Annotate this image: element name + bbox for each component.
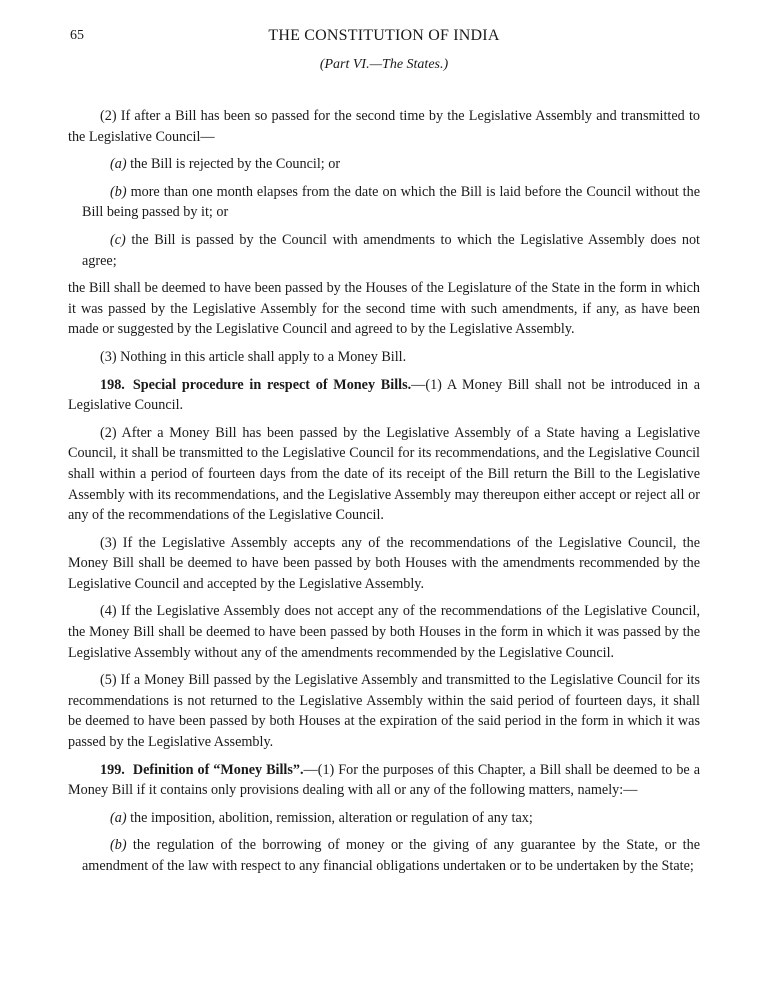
art198-clause-5: (5) If a Money Bill passed by the Legislative Assembly and transmitted to the Legislative Council for its recommendations is not returned to the Legislative Assembly within the said period of fourteen days, it shall be deemed to have been passed by both Houses at the expiration of the said period in the form in which it was passed by the Legislative Assembly. [68,672,700,751]
section-number: 199. [100,761,125,778]
item-label: (a) [110,156,127,173]
item-text: the regulation of the borrowing of money or the giving of any guarantee by the State, or the amendment of the law with respect to any financial obligations undertaken or to be undertaken by the State; [82,837,700,874]
page-number: 65 [70,28,84,43]
body-text [68,106,700,884]
art197-clause-2-close: the Bill shall be deemed to have been passed by the Houses of the Legislature of the State in the form in which it was passed by the Legislative Assembly for the second time with such amendments, if any, as have been made or suggested by the Legislative Council and agreed to by the Legislative Assembly. [68,280,700,338]
item-label: (a) [110,809,127,826]
art197-item-b [68,182,700,223]
item-text: the Bill is rejected by the Council; or [130,156,341,173]
item-text: more than one month elapses from the date on which the Bill is laid before the Council without the Bill being passed by it; or [82,183,700,221]
art197-item-a [68,154,700,175]
art199-clause-1 [68,760,700,801]
section-heading: Definition of “Money Bills”. [132,761,304,778]
item-label: (c) [110,231,126,248]
art197-clause-2-intro: (2) If after a Bill has been so passed for the second time by the Legislative Assembly and transmitted to the Legislative Council— [68,108,700,145]
section-heading: Special procedure in respect of Money Bills. [132,376,412,393]
item-text: the Bill is passed by the Council with amendments to which the Legislative Assembly does not agree; [82,231,701,269]
clause-text: —(1) A Money Bill shall not be introduced in a Legislative Council. [68,376,700,414]
item-label: (b) [110,837,127,854]
art199-item-a [68,808,700,829]
art198-clause-1 [68,375,700,416]
item-label: (b) [110,183,127,200]
art199-item-b [68,835,700,876]
item-text: the imposition, abolition, remission, alteration or regulation of any tax; [130,809,533,826]
art198-clause-3: (3) If the Legislative Assembly accepts any of the recommendations of the Legislative Council, the Money Bill shall be deemed to have been passed by both Houses with the amendments recommended by the Legislative Council and accepted by the Legislative Assembly. [68,534,700,592]
art197-item-c [68,230,700,271]
running-title: THE CONSTITUTION OF INDIA [268,27,500,44]
art198-clause-4: (4) If the Legislative Assembly does not accept any of the recommendations of the Legislative Council, the Money Bill shall be deemed to have been passed by both Houses in the form in which it was passed by the Legislative Assembly without any of the amendments recommended by the Legislative Council. [68,603,700,661]
part-subtitle: (Part VI.—The States.) [319,57,449,72]
art198-clause-2: (2) After a Money Bill has been passed by the Legislative Assembly of a State having a Legislative Council, it shall be transmitted to the Legislative Council for its recommendations, and the Legislative Council shall within a period of fourteen days from the date of its receipt of the Bill return the Bill to the Legislative Assembly with its recommendations, and the Legislative Assembly may thereupon either accept or reject all or any of the recommendations of the Legislative Council. [68,424,700,524]
clause-text: —(1) For the purposes of this Chapter, a Bill shall be deemed to be a Money Bill if it contains only provisions dealing with all or any of the following matters, namely:— [68,761,700,799]
art197-clause-3: (3) Nothing in this article shall apply to a Money Bill. [100,348,407,365]
section-number: 198. [100,376,125,393]
